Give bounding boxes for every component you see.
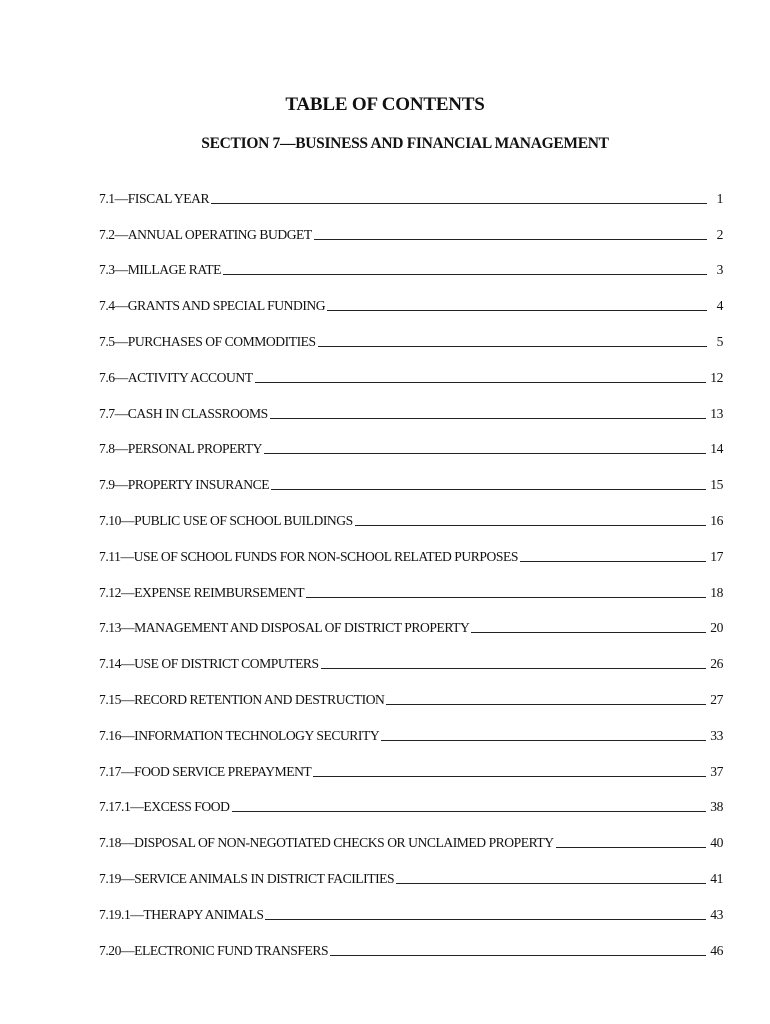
toc-entry-label: 7.7—CASH IN CLASSROOMS <box>99 405 268 421</box>
toc-entry-label: 7.2—ANNUAL OPERATING BUDGET <box>99 226 312 242</box>
toc-entry-label: 7.15—RECORD RETENTION AND DESTRUCTION <box>99 691 385 707</box>
toc-leader-line <box>327 309 707 311</box>
toc-leader-line <box>396 882 706 884</box>
toc-entry-label: 7.3—MILLAGE RATE <box>99 262 221 278</box>
toc-entry-page-number: 12 <box>710 369 723 385</box>
toc-entry[interactable] <box>99 852 723 888</box>
toc-leader-line <box>330 954 706 956</box>
toc-leader-line <box>223 273 707 275</box>
toc-entry-label: 7.18—DISPOSAL OF NON-NEGOTIATED CHECKS OR UNCLAIMED PROPERTY <box>99 835 554 851</box>
toc-entry[interactable] <box>99 709 723 745</box>
toc-entry-page-number: 5 <box>716 333 723 349</box>
toc-entry-page-number: 33 <box>710 727 723 743</box>
toc-entry-page-number: 4 <box>716 298 723 314</box>
page-title: TABLE OF CONTENTS <box>285 94 485 115</box>
toc-entry[interactable] <box>99 423 723 459</box>
toc-entry-label: 7.5—PURCHASES OF COMMODITIES <box>99 333 316 349</box>
toc-entry-label: 7.6—ACTIVITY ACCOUNT <box>99 369 253 385</box>
toc-entry[interactable] <box>99 351 723 387</box>
toc-entry-label: 7.13—MANAGEMENT AND DISPOSAL OF DISTRICT PROPERTY <box>99 620 470 636</box>
toc-entry[interactable] <box>99 494 723 530</box>
toc-entry-label: 7.16—INFORMATION TECHNOLOGY SECURITY <box>99 727 380 743</box>
toc-entry[interactable] <box>99 566 723 602</box>
toc-entry[interactable] <box>99 315 723 351</box>
toc-leader-line <box>321 667 707 669</box>
toc-entry-page-number: 17 <box>710 548 723 564</box>
toc-entry-page-number: 16 <box>710 512 723 528</box>
toc-entry-page-number: 3 <box>716 262 723 278</box>
toc-entry[interactable] <box>99 924 723 960</box>
toc-leader-line <box>386 703 706 705</box>
table-of-contents <box>99 172 723 960</box>
toc-entry[interactable] <box>99 602 723 638</box>
toc-entry-page-number: 18 <box>710 584 723 600</box>
toc-entry-label: 7.20—ELECTRONIC FUND TRANSFERS <box>99 942 329 958</box>
toc-entry[interactable] <box>99 172 723 208</box>
toc-entry-page-number: 37 <box>710 763 723 779</box>
toc-entry[interactable] <box>99 387 723 423</box>
toc-leader-line <box>314 238 707 240</box>
toc-leader-line <box>255 381 707 383</box>
toc-entry-page-number: 13 <box>710 405 723 421</box>
toc-entry-label: 7.17.1—EXCESS FOOD <box>99 799 230 815</box>
toc-entry[interactable] <box>99 673 723 709</box>
toc-entry-page-number: 43 <box>710 906 723 922</box>
toc-entry-page-number: 15 <box>710 477 723 493</box>
toc-entry-page-number: 20 <box>710 620 723 636</box>
toc-entry-label: 7.19.1—THERAPY ANIMALS <box>99 906 264 922</box>
toc-entry[interactable] <box>99 458 723 494</box>
toc-entry-page-number: 1 <box>716 190 723 206</box>
toc-entry-label: 7.12—EXPENSE REIMBURSEMENT <box>99 584 305 600</box>
toc-entry-label: 7.14—USE OF DISTRICT COMPUTERS <box>99 656 319 672</box>
toc-entry[interactable] <box>99 745 723 781</box>
toc-entry-label: 7.11—USE OF SCHOOL FUNDS FOR NON-SCHOOL RELATED PURPOSES <box>99 548 518 564</box>
toc-leader-line <box>270 417 707 419</box>
toc-entry-label: 7.17—FOOD SERVICE PREPAYMENT <box>99 763 312 779</box>
toc-entry-page-number: 27 <box>710 691 723 707</box>
toc-entry-label: 7.9—PROPERTY INSURANCE <box>99 477 270 493</box>
toc-entry[interactable] <box>99 637 723 673</box>
toc-leader-line <box>313 775 706 777</box>
toc-leader-line <box>355 524 707 526</box>
toc-entry[interactable] <box>99 781 723 817</box>
toc-entry-label: 7.4—GRANTS AND SPECIAL FUNDING <box>99 298 326 314</box>
toc-entry-label: 7.8—PERSONAL PROPERTY <box>99 441 262 457</box>
toc-entry-label: 7.1—FISCAL YEAR <box>99 190 210 206</box>
toc-leader-line <box>520 560 706 562</box>
toc-leader-line <box>306 596 706 598</box>
toc-entry-page-number: 46 <box>710 942 723 958</box>
toc-entry-page-number: 14 <box>710 441 723 457</box>
toc-leader-line <box>265 918 706 920</box>
toc-leader-line <box>232 810 707 812</box>
toc-entry[interactable] <box>99 244 723 280</box>
toc-entry-page-number: 26 <box>710 656 723 672</box>
toc-entry[interactable] <box>99 888 723 924</box>
toc-entry-page-number: 41 <box>710 870 723 886</box>
toc-entry-label: 7.19—SERVICE ANIMALS IN DISTRICT FACILITIES <box>99 870 395 886</box>
toc-leader-line <box>211 202 707 204</box>
toc-entry-page-number: 38 <box>710 799 723 815</box>
toc-entry[interactable] <box>99 816 723 852</box>
toc-entry[interactable] <box>99 279 723 315</box>
toc-leader-line <box>471 631 706 633</box>
toc-leader-line <box>264 452 706 454</box>
toc-entry-page-number: 2 <box>716 226 723 242</box>
toc-leader-line <box>271 488 706 490</box>
toc-leader-line <box>318 345 707 347</box>
section-heading: SECTION 7—BUSINESS AND FINANCIAL MANAGEMENT <box>201 135 609 152</box>
toc-entry[interactable] <box>99 530 723 566</box>
toc-entry-page-number: 40 <box>710 835 723 851</box>
toc-entry[interactable] <box>99 208 723 244</box>
toc-leader-line <box>556 846 707 848</box>
toc-leader-line <box>381 739 706 741</box>
toc-entry-label: 7.10—PUBLIC USE OF SCHOOL BUILDINGS <box>99 512 353 528</box>
